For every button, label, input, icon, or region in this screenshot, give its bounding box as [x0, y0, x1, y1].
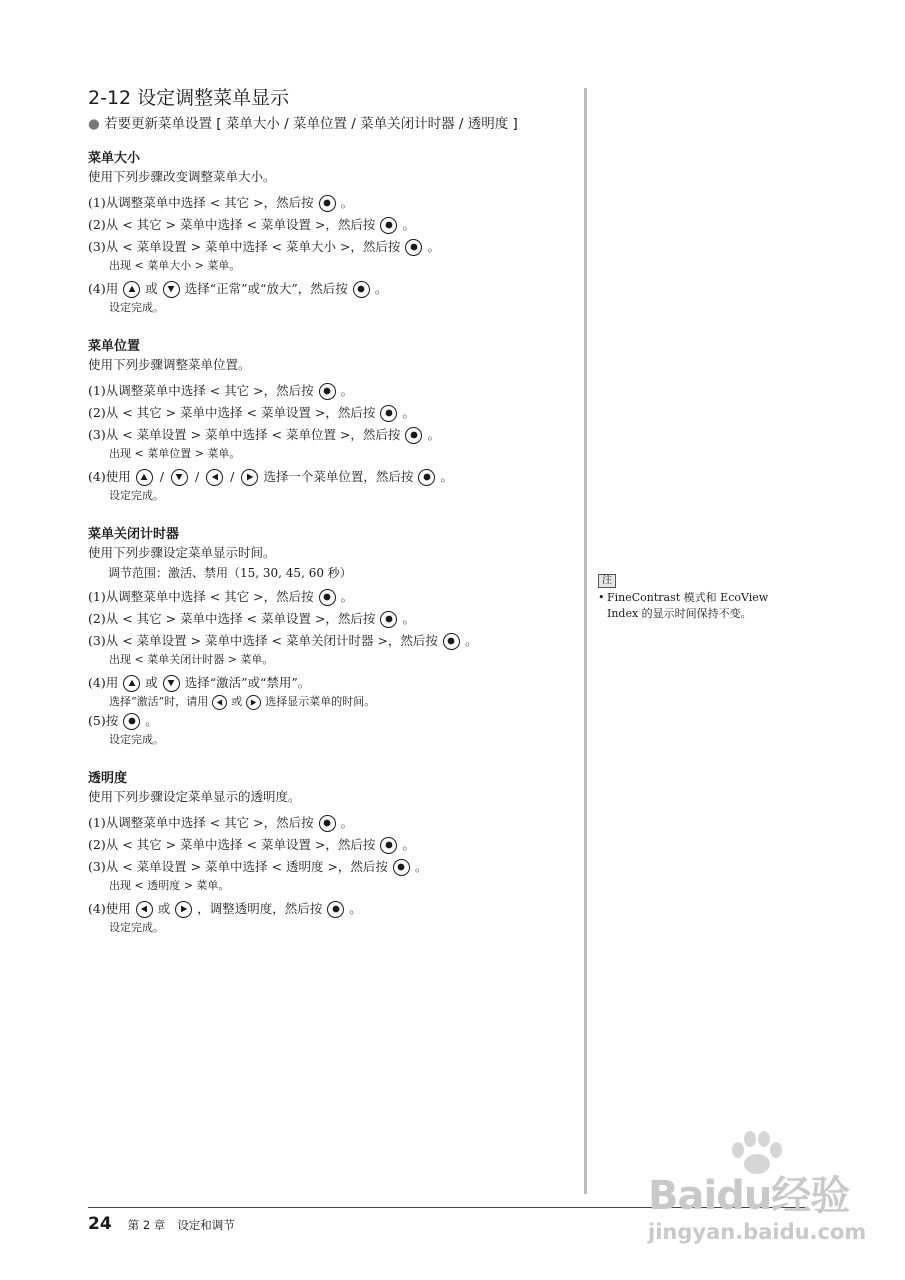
- step: (1) 从调整菜单中选择 < 其它 >，然后按 。: [88, 383, 354, 398]
- page-footer: [88, 1214, 235, 1234]
- step-note: 设定完成。: [109, 489, 164, 502]
- subtitle: [88, 114, 568, 134]
- page-title: 2-12 设定调整菜单显示: [88, 87, 290, 109]
- down-button-icon: [171, 469, 188, 486]
- step-note: 设定完成。: [109, 733, 164, 746]
- column-divider: [584, 88, 587, 1194]
- section-menu-size: [88, 150, 568, 316]
- step-note: 出现 < 透明度 > 菜单。: [109, 879, 230, 892]
- right-button-icon: [175, 901, 192, 918]
- section-menu-off-timer: [88, 526, 568, 748]
- step-note: 选择“激活”时，请用 或 选择显示菜单的时间。: [109, 695, 376, 708]
- section-heading: 菜单关闭计时器: [88, 527, 180, 542]
- section-intro: 使用下列步骤设定菜单显示的透明度。: [88, 789, 301, 804]
- watermark-url: jingyan.baidu.com: [648, 1220, 867, 1244]
- step: (3) 从 < 菜单设置 > 菜单中选择 < 菜单关闭计时器 >，然后按 。: [88, 633, 478, 648]
- up-button-icon: [123, 675, 140, 692]
- section-heading: 菜单位置: [88, 339, 141, 354]
- section-intro: 使用下列步骤改变调整菜单大小。: [88, 169, 276, 184]
- subtitle-text: 若要更新菜单设置 [ 菜单大小 / 菜单位置 / 菜单关闭计时器 / 透明度 ]: [104, 116, 518, 132]
- step-note: 出现 < 菜单大小 > 菜单。: [109, 259, 241, 272]
- section-transparency: [88, 770, 568, 936]
- up-button-icon: [123, 281, 140, 298]
- enter-button-icon: [380, 837, 397, 854]
- enter-button-icon: [405, 239, 422, 256]
- section-intro: 使用下列步骤调整菜单位置。: [88, 357, 251, 372]
- step: (4) 用 或 选择“激活”或“禁用”。: [88, 675, 311, 690]
- right-button-icon: [246, 695, 261, 710]
- left-button-icon: [206, 469, 223, 486]
- down-button-icon: [163, 675, 180, 692]
- step-note: 出现 < 菜单关闭计时器 > 菜单。: [109, 653, 274, 666]
- step: (4) 使用 / / / 选择一个菜单位置，然后按 。: [88, 469, 453, 484]
- step: (1) 从调整菜单中选择 < 其它 >，然后按 。: [88, 195, 354, 210]
- main-content: [88, 86, 568, 936]
- note-body: FineContrast 模式和 EcoView Index 的显示时间保持不变。: [607, 591, 769, 620]
- step: (2) 从 < 其它 > 菜单中选择 < 菜单设置 >，然后按 。: [88, 217, 415, 232]
- step: (4) 用 或 选择“正常”或“放大”，然后按 。: [88, 281, 388, 296]
- step: (3) 从 < 菜单设置 > 菜单中选择 < 菜单位置 >，然后按 。: [88, 427, 440, 442]
- enter-button-icon: [405, 427, 422, 444]
- note-bullet: •: [598, 591, 605, 604]
- right-button-icon: [241, 469, 258, 486]
- step: (3) 从 < 菜单设置 > 菜单中选择 < 透明度 >，然后按 。: [88, 859, 428, 874]
- page-number: 24: [88, 1214, 112, 1234]
- step-note: 出现 < 菜单位置 > 菜单。: [109, 447, 241, 460]
- enter-button-icon: [443, 633, 460, 650]
- step: (1) 从调整菜单中选择 < 其它 >，然后按 。: [88, 589, 354, 604]
- chapter-number: 第 2 章: [127, 1218, 166, 1232]
- step-note: 设定完成。: [109, 301, 164, 314]
- watermark-logo: Baidu经验: [648, 1173, 850, 1219]
- enter-button-icon: [123, 713, 140, 730]
- step: (1) 从调整菜单中选择 < 其它 >，然后按 。: [88, 815, 354, 830]
- enter-button-icon: [319, 589, 336, 606]
- enter-button-icon: [327, 901, 344, 918]
- step: (4) 使用 或 ，调整透明度，然后按 。: [88, 901, 362, 916]
- section-heading: 透明度: [88, 771, 128, 786]
- enter-button-icon: [393, 859, 410, 876]
- watermark: [640, 1130, 900, 1270]
- section-menu-position: [88, 338, 568, 504]
- enter-button-icon: [319, 815, 336, 832]
- enter-button-icon: [319, 383, 336, 400]
- section-intro: 使用下列步骤设定菜单显示时间。: [88, 545, 276, 560]
- side-note: [598, 568, 798, 622]
- step-note: 设定完成。: [109, 921, 164, 934]
- section-heading: 菜单大小: [88, 151, 141, 166]
- note-badge: 注: [598, 574, 616, 588]
- down-button-icon: [163, 281, 180, 298]
- step: (2) 从 < 其它 > 菜单中选择 < 菜单设置 >，然后按 。: [88, 405, 415, 420]
- enter-button-icon: [353, 281, 370, 298]
- bullet-icon: ●: [88, 116, 100, 132]
- adjust-range: 调节范围：激活、禁用（15, 30, 45, 60 秒）: [108, 566, 352, 580]
- left-button-icon: [136, 901, 153, 918]
- note-text: [598, 590, 798, 622]
- enter-button-icon: [380, 405, 397, 422]
- enter-button-icon: [380, 611, 397, 628]
- step: (2) 从 < 其它 > 菜单中选择 < 菜单设置 >，然后按 。: [88, 837, 415, 852]
- step: (3) 从 < 菜单设置 > 菜单中选择 < 菜单大小 >，然后按 。: [88, 239, 440, 254]
- enter-button-icon: [380, 217, 397, 234]
- up-button-icon: [136, 469, 153, 486]
- step: (5) 按 。: [88, 713, 158, 728]
- enter-button-icon: [418, 469, 435, 486]
- chapter-title: 设定和调节: [177, 1218, 235, 1232]
- enter-button-icon: [319, 195, 336, 212]
- left-button-icon: [212, 695, 227, 710]
- step: (2) 从 < 其它 > 菜单中选择 < 菜单设置 >，然后按 。: [88, 611, 415, 626]
